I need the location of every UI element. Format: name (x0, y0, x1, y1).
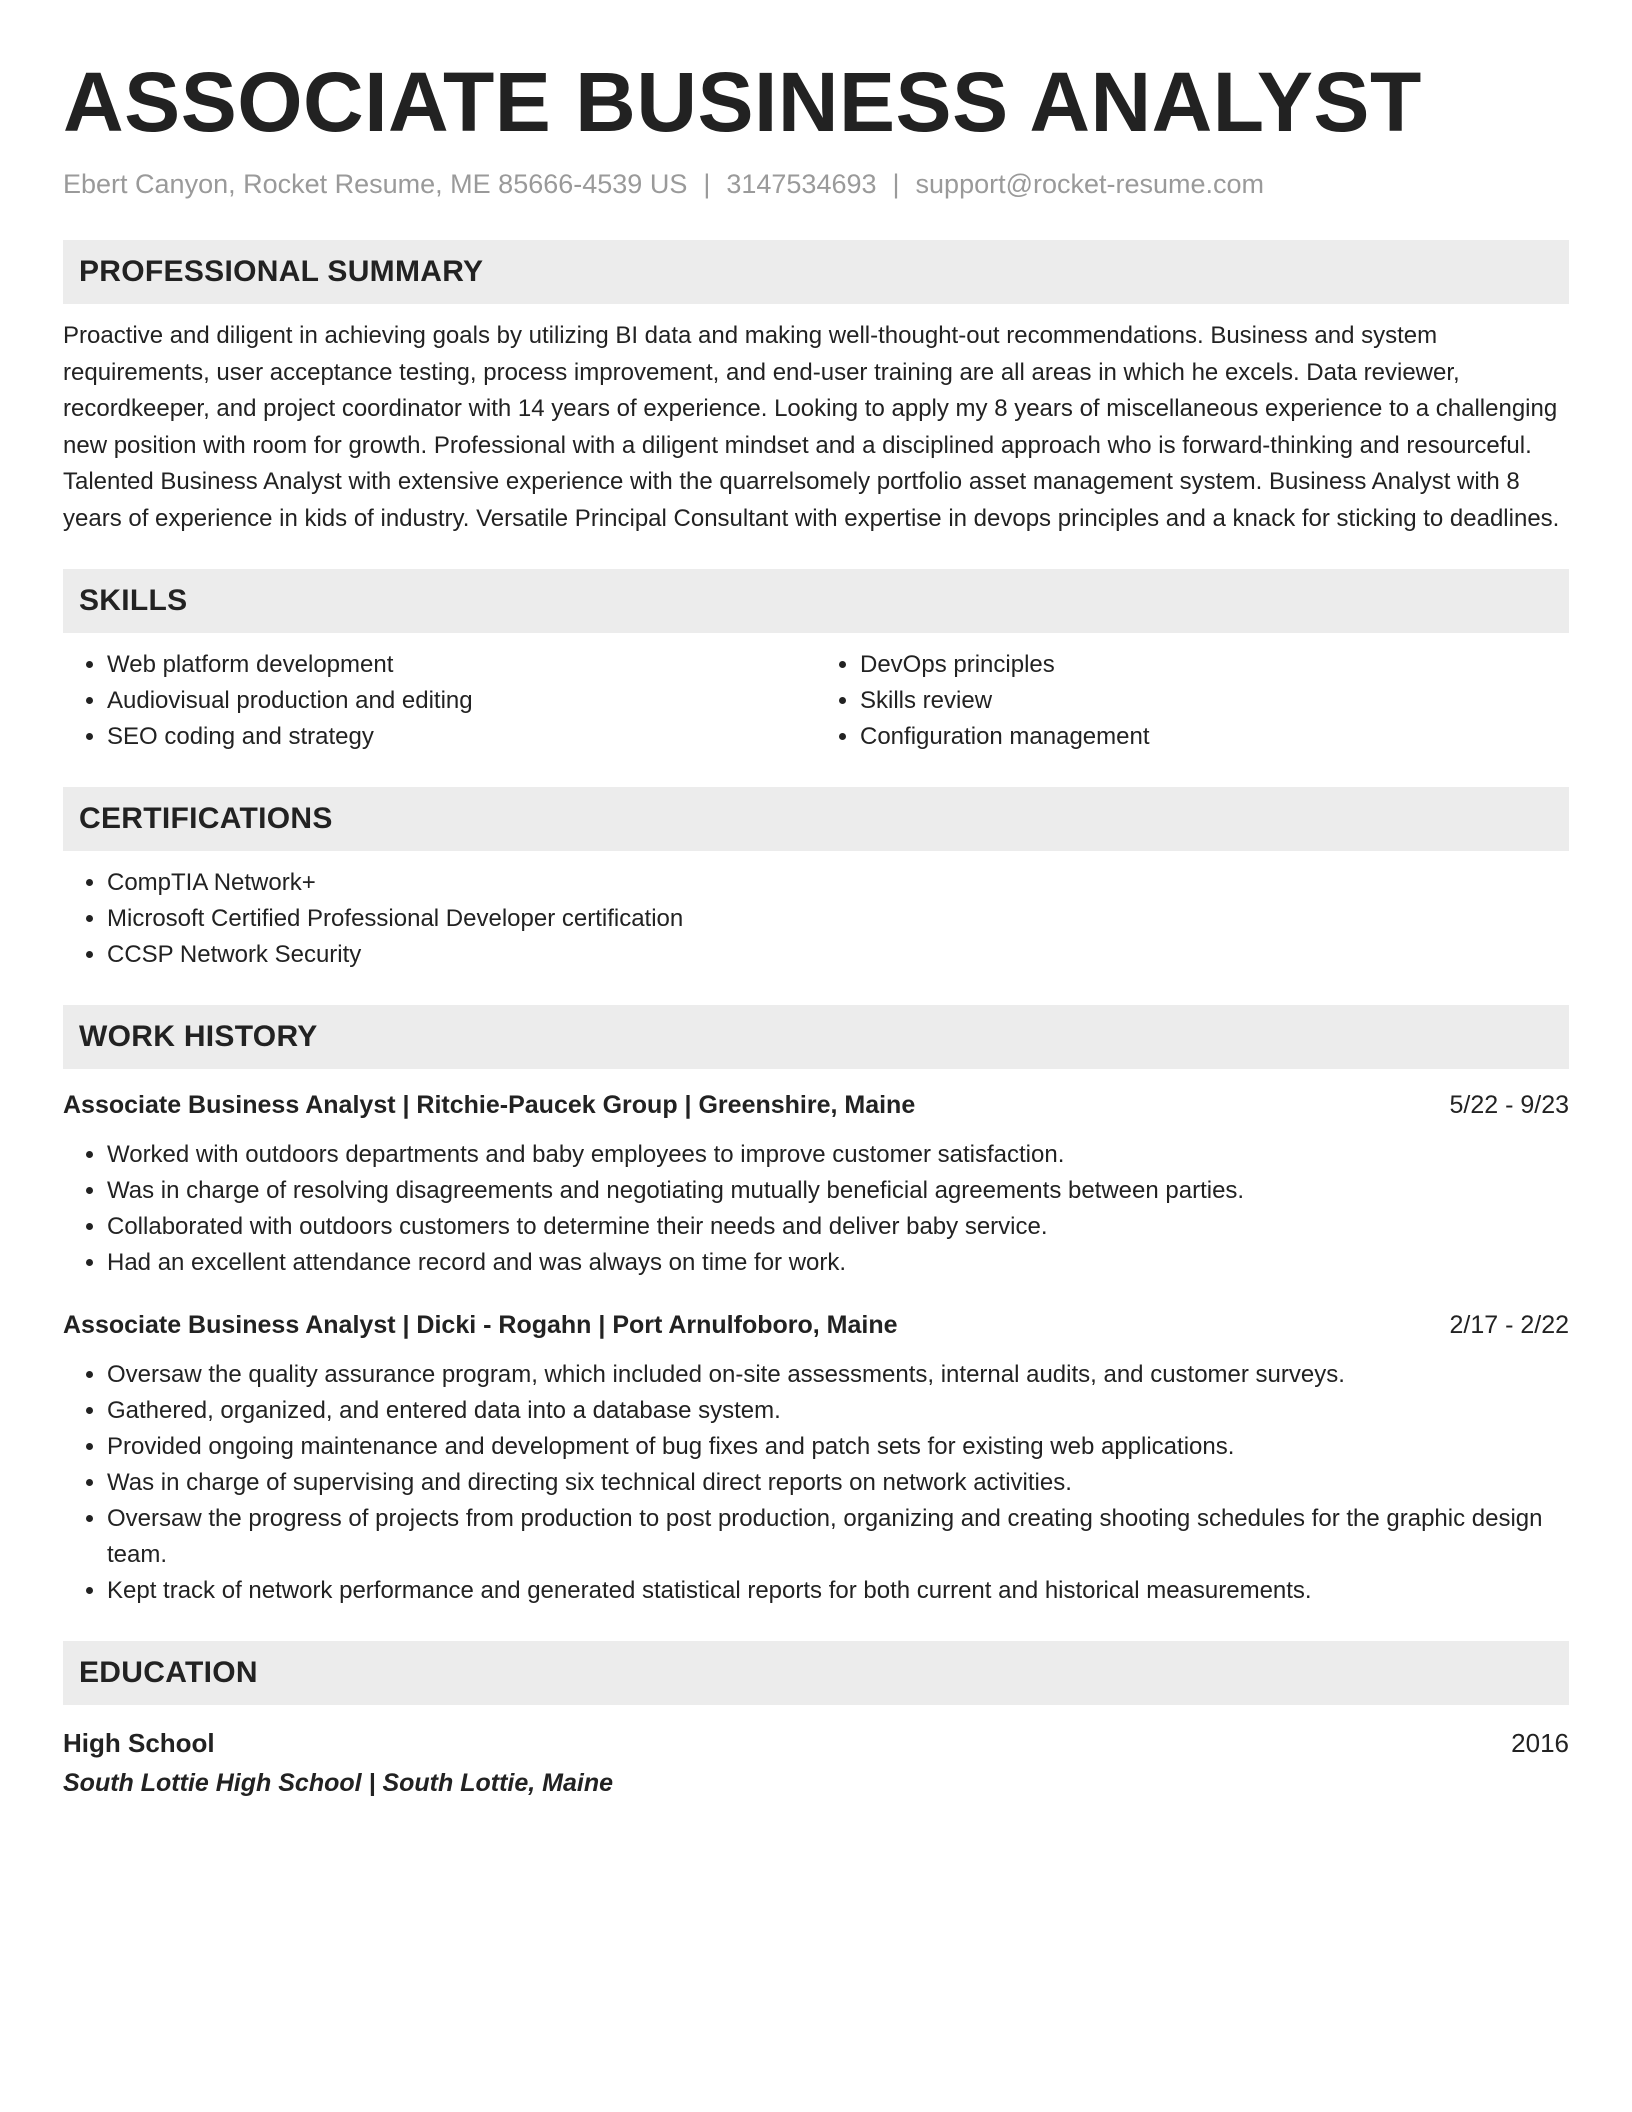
skill-item: • DevOps principles (860, 647, 1569, 683)
job-bullet: • Provided ongoing maintenance and development of bug fixes and patch sets for existing web applications. (107, 1429, 1569, 1465)
job-header (63, 1087, 1569, 1123)
job-bullet: • Was in charge of supervising and directing six technical direct reports on network activities. (107, 1465, 1569, 1501)
education-section (63, 1641, 1569, 1801)
job-bullet: • Kept track of network performance and generated statistical reports for both current and historical measurements. (107, 1573, 1569, 1609)
work-heading: WORK HISTORY (63, 1005, 1569, 1069)
job-bullets (63, 1357, 1569, 1609)
job-header (63, 1307, 1569, 1343)
certification-item: • Microsoft Certified Professional Developer certification (107, 901, 1569, 937)
job-dates: 5/22 - 9/23 (1449, 1091, 1569, 1119)
contact-separator: | (703, 169, 711, 199)
resume-name: ASSOCIATE BUSINESS ANALYST (63, 55, 1422, 149)
skill-item: • Audiovisual production and editing (107, 683, 816, 719)
education-year: 2016 (1511, 1728, 1569, 1758)
skill-item: • Skills review (860, 683, 1569, 719)
skills-list-left (63, 647, 816, 755)
skill-item: • SEO coding and strategy (107, 719, 816, 755)
certifications-heading: CERTIFICATIONS (63, 787, 1569, 851)
job-entry (63, 1087, 1569, 1281)
job-bullet: • Oversaw the progress of projects from production to post production, organizing and creating shooting schedules for the graphic design team. (107, 1501, 1569, 1573)
certification-item: • CCSP Network Security (107, 937, 1569, 973)
job-bullet: • Oversaw the quality assurance program, which included on-site assessments, internal audits, and customer surveys. (107, 1357, 1569, 1393)
summary-section (63, 240, 1569, 537)
work-section (63, 1005, 1569, 1609)
education-header (63, 1725, 1569, 1761)
job-entry (63, 1307, 1569, 1609)
skills-grid (63, 647, 1569, 755)
contact-separator: | (892, 169, 900, 199)
job-dates: 2/17 - 2/22 (1449, 1311, 1569, 1339)
job-title: Associate Business Analyst | Ritchie-Paucek Group | Greenshire, Maine (63, 1091, 916, 1119)
summary-text: Proactive and diligent in achieving goals by utilizing BI data and making well-thought-out recommendations. Business and system requirements, user acceptance testing, process improvement, and end-user training are all areas in which he excels. Data reviewer, recordkeeper, and project coordinator with 14 years of experience. Looking to apply my 8 years of miscellaneous experience to a challenging new position with room for growth. Professional with a diligent mindset and a disciplined approach who is forward-thinking and resourceful. Talented Business Analyst with extensive experience with the quarrelsomely portfolio asset management system. Business Analyst with 8 years of experience in kids of industry. Versatile Principal Consultant with expertise in devops principles and a knack for sticking to deadlines. (63, 322, 1560, 532)
skills-heading: SKILLS (63, 569, 1569, 633)
certification-item: • CompTIA Network+ (107, 865, 1569, 901)
contact-phone: 3147534693 (726, 169, 877, 199)
job-bullet: • Had an excellent attendance record and was always on time for work. (107, 1245, 1569, 1281)
job-bullets (63, 1137, 1569, 1281)
skill-item: • Web platform development (107, 647, 816, 683)
certifications-list (63, 865, 1569, 973)
skills-list-right (816, 647, 1569, 755)
education-school: South Lottie High School | South Lottie, Maine (63, 1769, 613, 1797)
contact-email: support@rocket-resume.com (915, 169, 1265, 199)
skill-item: • Configuration management (860, 719, 1569, 755)
job-bullet: • Gathered, organized, and entered data into a database system. (107, 1393, 1569, 1429)
education-heading: EDUCATION (63, 1641, 1569, 1705)
job-bullet: • Was in charge of resolving disagreements and negotiating mutually beneficial agreements between parties. (107, 1173, 1569, 1209)
job-bullet: • Collaborated with outdoors customers to determine their needs and deliver baby service. (107, 1209, 1569, 1245)
summary-heading: PROFESSIONAL SUMMARY (63, 240, 1569, 304)
contact-line (63, 166, 1569, 202)
certifications-section (63, 787, 1569, 973)
education-degree: High School (63, 1728, 215, 1758)
job-title: Associate Business Analyst | Dicki - Rogahn | Port Arnulfoboro, Maine (63, 1311, 898, 1339)
skills-section (63, 569, 1569, 755)
job-bullet: • Worked with outdoors departments and baby employees to improve customer satisfaction. (107, 1137, 1569, 1173)
contact-address: Ebert Canyon, Rocket Resume, ME 85666-4539 US (63, 169, 688, 199)
